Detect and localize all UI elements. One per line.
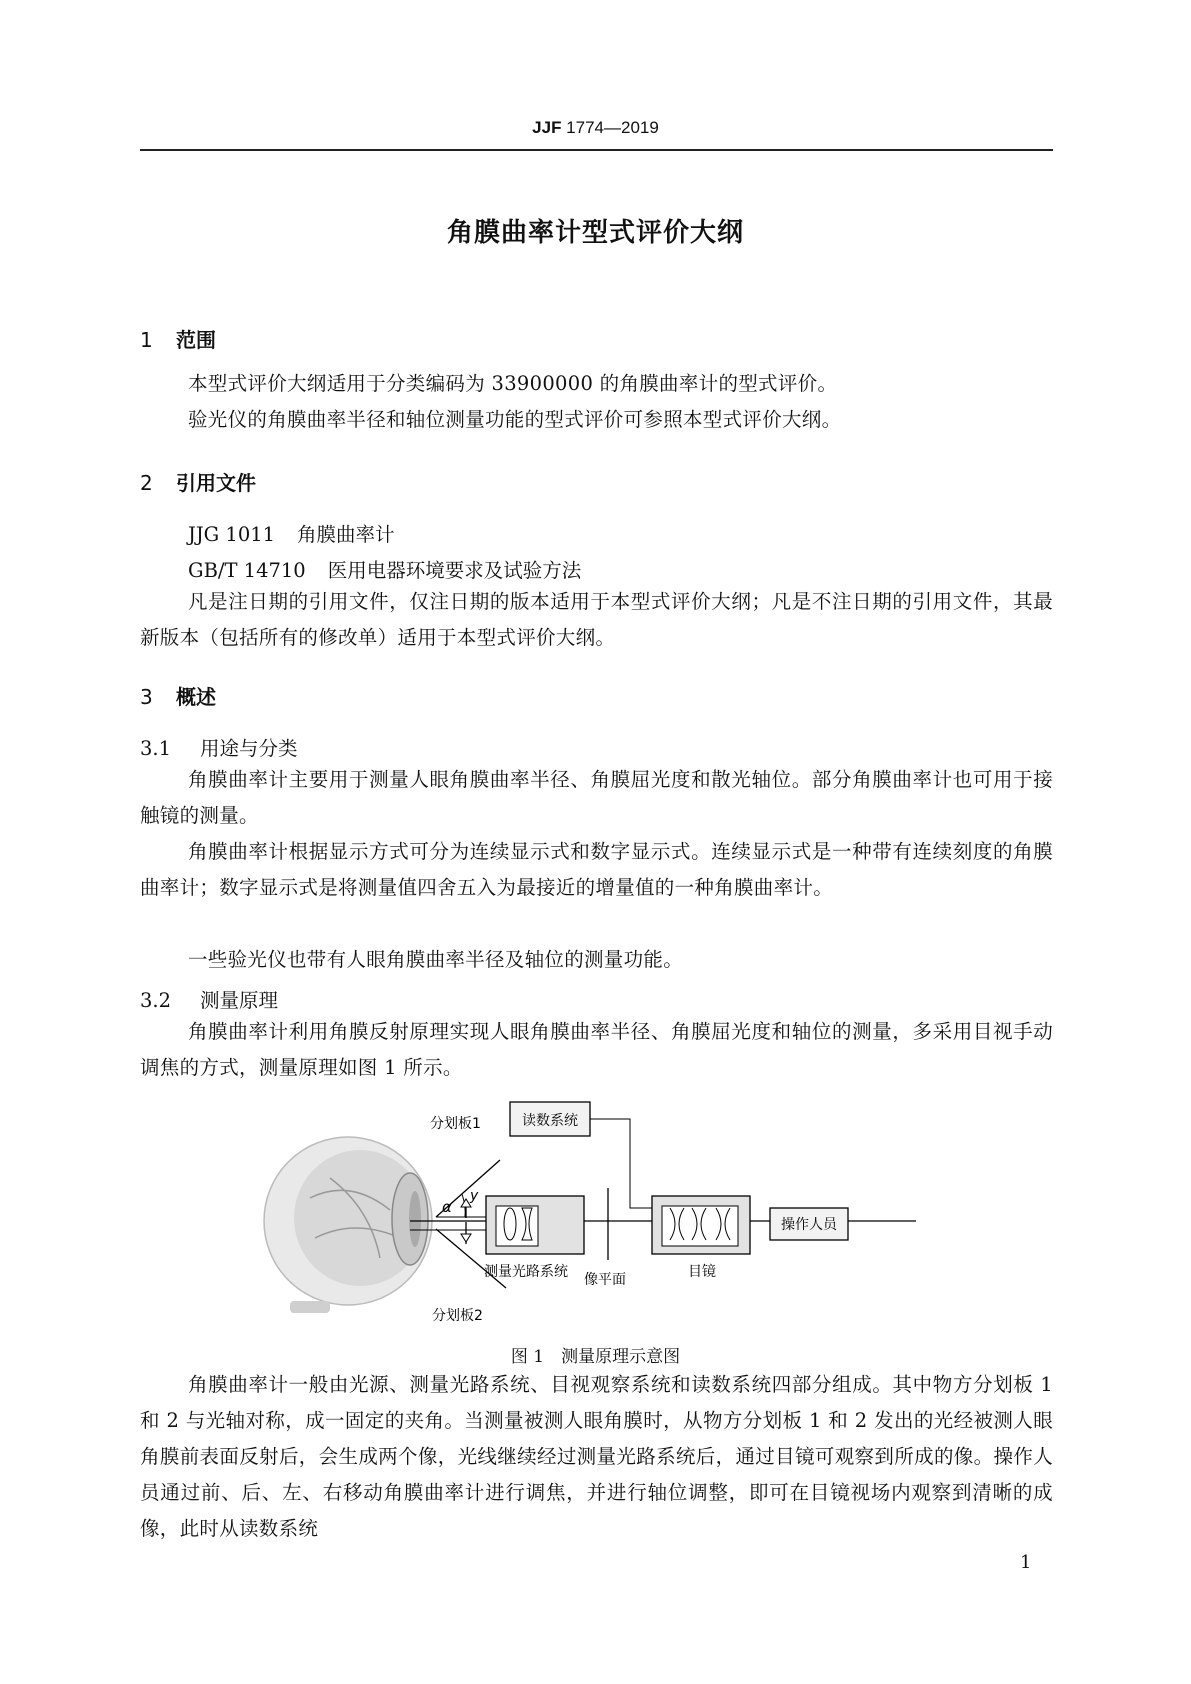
measurement-principle-figure bbox=[260, 1098, 940, 1334]
section-3-paragraph-3: 一些验光仪也带有人眼角膜曲率半径及轴位的测量功能。 bbox=[188, 948, 684, 971]
subsection-3-1-heading: 3.1 用途与分类 bbox=[140, 737, 298, 760]
section-1-heading: 1 范围 bbox=[140, 328, 216, 352]
reference-item: JJG 1011 角膜曲率计 bbox=[188, 523, 395, 546]
reticle-2-label: 分划板2 bbox=[432, 1308, 483, 1324]
section-3-paragraph-4: 角膜曲率计利用角膜反射原理实现人眼角膜曲率半径、角膜屈光度和轴位的测量，多采用目视手动调焦的方式，测量原理如图 1 所示。 bbox=[140, 1020, 1053, 1079]
section-3-heading: 3 概述 bbox=[140, 685, 216, 709]
angle-alpha-label: α bbox=[442, 1198, 452, 1216]
page-number: 1 bbox=[1020, 1552, 1032, 1573]
subsection-3-2-heading: 3.2 测量原理 bbox=[140, 989, 279, 1012]
page-title: 角膜曲率计型式评价大纲 bbox=[446, 218, 744, 248]
section-3-paragraph-2: 角膜曲率计根据显示方式可分为连续显示式和数字显示式。连续显示式是一种带有连续刻度的角膜曲率计；数字显示式是将测量值四舍五入为最接近的增量值的一种角膜曲率计。 bbox=[140, 840, 1053, 899]
reticle-1-label: 分划板1 bbox=[430, 1116, 481, 1132]
reading-system-label: 读数系统 bbox=[522, 1113, 578, 1129]
operator-label: 操作人员 bbox=[781, 1217, 837, 1233]
eyepiece-label: 目镜 bbox=[688, 1264, 716, 1280]
y-label: y bbox=[470, 1188, 479, 1204]
document-code-header: JJF 1774—2019 bbox=[532, 118, 659, 137]
eyeball-illustration bbox=[264, 1137, 432, 1313]
image-plane-label: 像平面 bbox=[584, 1272, 626, 1288]
figure-caption: 图 1 测量原理示意图 bbox=[510, 1347, 681, 1367]
section-1-paragraph-2: 验光仪的角膜曲率半径和轴位测量功能的型式评价可参照本型式评价大纲。 bbox=[188, 408, 842, 431]
section-1-paragraph-1: 本型式评价大纲适用于分类编码为 33900000 的角膜曲率计的型式评价。 bbox=[188, 372, 838, 395]
measuring-optics-label: 测量光路系统 bbox=[484, 1264, 568, 1280]
section-3-paragraph-1: 角膜曲率计主要用于测量人眼角膜曲率半径、角膜屈光度和散光轴位。部分角膜曲率计也可用于接触镜的测量。 bbox=[140, 768, 1053, 827]
reference-item: GB/T 14710 医用电器环境要求及试验方法 bbox=[188, 559, 582, 582]
header-rule bbox=[140, 149, 1053, 151]
section-2-paragraph: 凡是注日期的引用文件，仅注日期的版本适用于本型式评价大纲；凡是不注日期的引用文件，其最新版本（包括所有的修改单）适用于本型式评价大纲。 bbox=[140, 590, 1053, 649]
section-2-heading: 2 引用文件 bbox=[140, 471, 256, 495]
section-3-paragraph-5: 角膜曲率计一般由光源、测量光路系统、目视观察系统和读数系统四部分组成。其中物方分划板 1 和 2 与光轴对称，成一固定的夹角。当测量被测人眼角膜时，从物方分划板 1 和 2 发出的光经被测人眼角膜前表面反射后，会生成两个像，光线继续经过测量光路系统后，通过目镜可观察到所成的像。操作人员通过前、后、左、右移动角膜曲率计进行调焦，并进行轴位调整，即可在目镜视场内观察到清晰的成像，此时从读数系统 bbox=[140, 1373, 1053, 1540]
